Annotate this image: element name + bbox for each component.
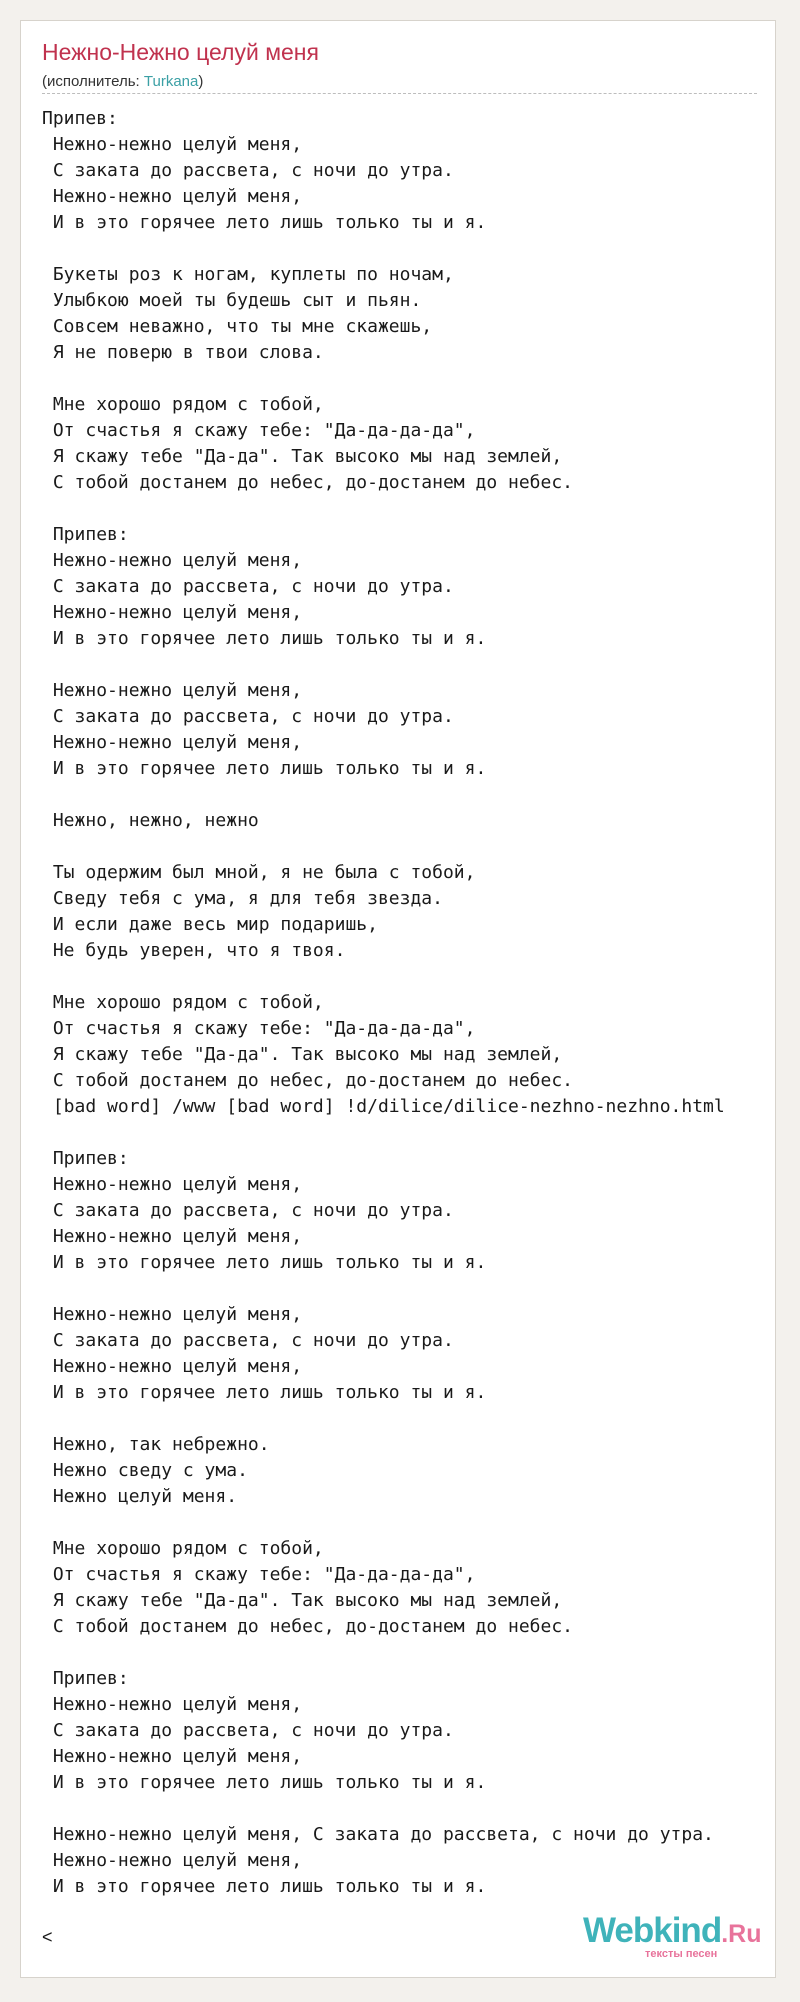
- artist-line: [42, 73, 203, 90]
- logo-tagline: тексты песен: [645, 1948, 718, 1960]
- artist-suffix: ): [198, 73, 204, 90]
- logo-name: Webkind: [583, 1911, 722, 1950]
- song-title: Нежно-Нежно целуй меня: [42, 39, 319, 65]
- title-separator: [42, 93, 757, 94]
- back-link[interactable]: <: [42, 1927, 53, 1947]
- artist-prefix: (исполнитель:: [42, 73, 144, 90]
- artist-link[interactable]: Turkana: [143, 73, 199, 90]
- logo-domain: .Ru: [721, 1920, 762, 1948]
- logo-wordmark: [583, 1911, 761, 1951]
- lyrics-card: [20, 20, 776, 1978]
- webkind-logo[interactable]: [583, 1911, 763, 1961]
- lyrics-text: Припев: Нежно-нежно целуй меня, С заката до рассвета, с ночи до утра. Нежно-нежно целуй меня, И в это горячее лето лишь только ты и я. Букеты роз к ногам, куплеты по ночам, Улыбкою моей ты будешь сыт и пьян. Совсем неважно, что ты мне скажешь, Я не поверю в твои слова. Мне хорошо рядом с тобой, От счастья я скажу тебе: "Да-да-да-да", Я скажу тебе "Да-да". Так высоко мы над землей, С тобой достанем до небес, до-достанем до небес. Припев: Нежно-нежно целуй меня, С заката до рассвета, с ночи до утра. Нежно-нежно целуй меня, И в это горячее лето лишь только ты и я. Нежно-нежно целуй меня, С заката до рассвета, с ночи до утра. Нежно-нежно целуй меня, И в это горячее лето лишь только ты и я. Нежно, нежно, нежно Ты одержим был мной, я не была с тобой, Сведу тебя с ума, я для тебя звезда. И если даже весь мир подаришь, Не будь уверен, что я твоя. Мне хорошо рядом с тобой, От счастья я скажу тебе: "Да-да-да-да", Я скажу тебе "Да-да". Так высоко мы над землей, С тобой достанем до небес, до-достанем до небес. [bad word] /www [bad word] !d/dilice/dilice-nezhno-nezhno.html Припев: Нежно-нежно целуй меня, С заката до рассвета, с ночи до утра. Нежно-нежно целуй меня, И в это горячее лето лишь только ты и я. Нежно-нежно целуй меня, С заката до рассвета, с ночи до утра. Нежно-нежно целуй меня, И в это горячее лето лишь только ты и я. Нежно, так небрежно. Нежно сведу с ума. Нежно целуй меня. Мне хорошо рядом с тобой, От счастья я скажу тебе: "Да-да-да-да", Я скажу тебе "Да-да". Так высоко мы над землей, С тобой достанем до небес, до-достанем до небес. Припев: Нежно-нежно целуй меня, С заката до рассвета, с ночи до утра. Нежно-нежно целуй меня, И в это горячее лето лишь только ты и я. Нежно-нежно целуй меня, С заката до рассвета, с ночи до утра. Нежно-нежно целуй меня, И в это горячее лето лишь только ты и я.: [42, 108, 725, 1897]
